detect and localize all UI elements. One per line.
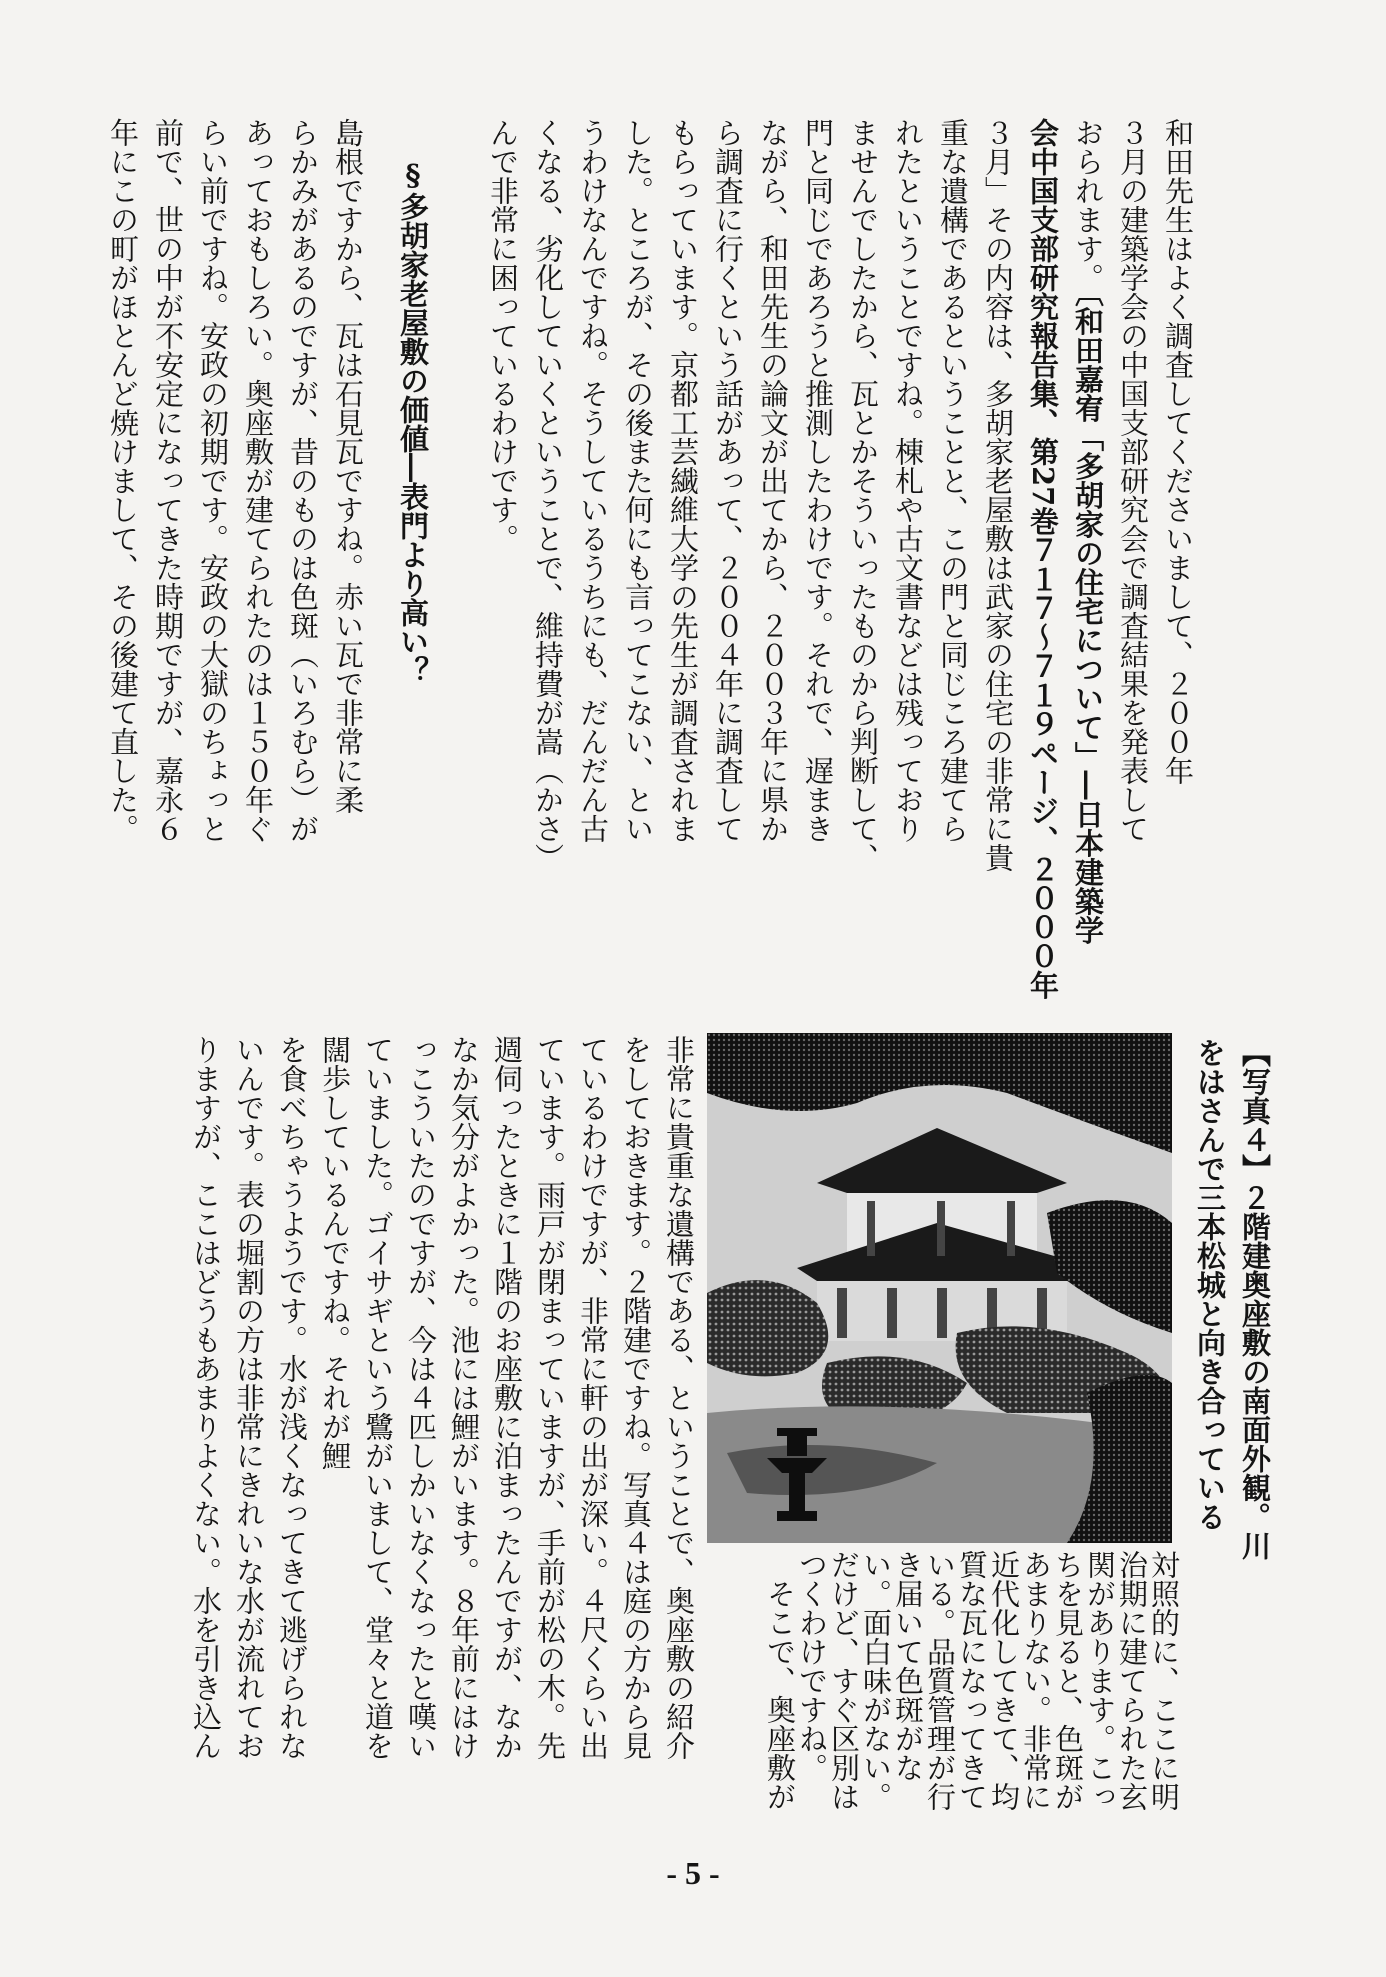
upper-line-13: した。ところが、その後また何にも言ってこない、とい — [621, 118, 655, 843]
lower-right-line-7: 質な瓦になってきて — [955, 1550, 989, 1811]
lower-left-line-8: ていました。ゴイサギという鷺がいまして、堂々と道を — [361, 1035, 395, 1760]
upper-text-block — [106, 118, 1200, 1000]
lower-left-line-10: を食べちゃうようです。水が浅くなってきて逃げられな — [275, 1035, 309, 1760]
photo-caption — [1182, 1038, 1277, 1560]
lower-left-line-7: っこういたのですが、今は４匹しかいなくなったと嘆い — [404, 1035, 438, 1760]
lower-left-line-6: なか気分がよかった。池には鯉がいます。８年前にはけ — [447, 1035, 481, 1760]
lower-left-line-12: りますが、ここはどうもあまりよくない。水を引き込ん — [189, 1035, 223, 1760]
lower-right-line-13: そこで、奥座敷が — [763, 1550, 797, 1811]
lower-left-text-block — [175, 1035, 700, 1835]
lower-right-line-3: 関があります。こっ — [1083, 1550, 1117, 1811]
garden-house-photo — [707, 1033, 1172, 1543]
upper-line-23: 年にこの町がほとんど焼けまして、その後建て直した。 — [106, 118, 140, 843]
upper-line-7: れたということですね。棟札や古文書などは残っており — [891, 118, 925, 843]
lower-right-line-1: 対照的に、ここに明 — [1147, 1550, 1181, 1811]
lower-right-column — [763, 1550, 1181, 1840]
upper-line-15: くなる、劣化していくということで、維持費が嵩（かさ） — [531, 118, 565, 872]
lower-left-line-5: 週伺ったときに１階のお座敷に泊まったんですが、なか — [490, 1035, 524, 1760]
caption-line-2: をはさんで三本松城と向き合っている — [1193, 1038, 1227, 1531]
upper-line-21: らい前ですね。安政の初期です。安政の大獄のちょっと — [196, 118, 230, 843]
lower-left-line-3: ているわけですが、非常に軒の出が深い。４尺くらい出 — [576, 1035, 610, 1760]
upper-line-10: ながら、和田先生の論文が出てから、２００３年に県か — [756, 118, 790, 843]
lower-left-line-1: 非常に貴重な遺構である、ということで、奥座敷の紹介 — [662, 1035, 696, 1760]
lower-left-line-4: ています。雨戸が閉まっていますが、手前が松の木。先 — [533, 1035, 567, 1760]
lower-left-line-2: をしておきます。２階建ですね。写真４は庭の方から見 — [619, 1035, 653, 1760]
lower-right-line-9: き届いて色斑がな — [891, 1550, 925, 1782]
upper-line-5: ３月」その内容は、多胡家老屋敷は武家の住宅の非常に貴 — [981, 118, 1015, 872]
upper-line-2: ３月の建築学会の中国支部研究会で調査結果を発表して — [1116, 118, 1150, 843]
lower-right-line-12: つくわけですね。 — [795, 1550, 829, 1782]
upper-line-16: んで非常に困っているわけです。 — [486, 118, 520, 553]
lower-left-line-11: いんです。表の堀割の方は非常にきれいな水が流れてお — [232, 1035, 266, 1760]
photo-image — [707, 1033, 1172, 1543]
lower-right-line-5: あまりない。非常に — [1019, 1550, 1053, 1811]
upper-line-20: あっておもしろい。奥座敷が建てられたのは１５０年ぐ — [241, 118, 275, 843]
reference-citation: 〔和田嘉宥「多胡家の住宅について」―日本建築学 — [1071, 292, 1105, 945]
lower-right-line-8: いる。品質管理が行 — [923, 1550, 957, 1811]
lower-right-line-6: 近代化してきて、均 — [987, 1550, 1021, 1811]
lower-right-line-10: い。面白味がない。 — [859, 1550, 893, 1811]
upper-line-8: ませんでしたから、瓦とかそういったものから判断して、 — [846, 118, 880, 872]
lower-right-line-4: ちを見ると、色斑が — [1051, 1550, 1085, 1811]
upper-line-6: 重な遺構であるということと、この門と同じころ建てら — [936, 118, 970, 843]
upper-line-1: 和田先生はよく調査してくださいまして、２００年 — [1161, 118, 1195, 785]
lower-left-line-9: 闊歩しているんですね。それが鯉 — [318, 1035, 352, 1470]
upper-line-19: らかみがあるのですが、昔のものは色斑（いろむら）が — [286, 118, 320, 843]
section-heading: §多胡家老屋敷の価値―表門より高い？ — [396, 158, 430, 685]
caption-line-1: 【写真４】２階建奥座敷の南面外観。川 — [1238, 1038, 1272, 1560]
spacer — [435, 118, 480, 938]
page-number: - 5 - — [666, 1855, 720, 1891]
upper-line-4: 会中国支部研究報告集、第27巻７１７～７１９ページ、２０００年 — [1026, 118, 1060, 1000]
upper-line-12: もらっています。京都工芸繊維大学の先生が調査されま — [666, 118, 700, 843]
lower-right-line-11: だけど、すぐ区別は — [827, 1550, 861, 1811]
upper-line-18: 島根ですから、瓦は石見瓦ですね。赤い瓦で非常に柔 — [331, 118, 365, 814]
upper-line-22: 前で、世の中が不安定になってきた時期ですが、嘉永６ — [151, 118, 185, 843]
spacer — [370, 118, 390, 938]
upper-line-14: うわけなんですね。そうしているうちにも、だんだん古 — [576, 118, 610, 843]
upper-line-11: ら調査に行くという話があって、２００４年に調査して — [711, 118, 745, 843]
upper-line-3: おられます。〔和田嘉宥「多胡家の住宅について」―日本建築学 — [1071, 118, 1105, 945]
lower-right-line-2: 治期に建てられた玄 — [1115, 1550, 1149, 1811]
upper-line-9: 門と同じであろうと推測したわけです。それで、遅まき — [801, 118, 835, 843]
